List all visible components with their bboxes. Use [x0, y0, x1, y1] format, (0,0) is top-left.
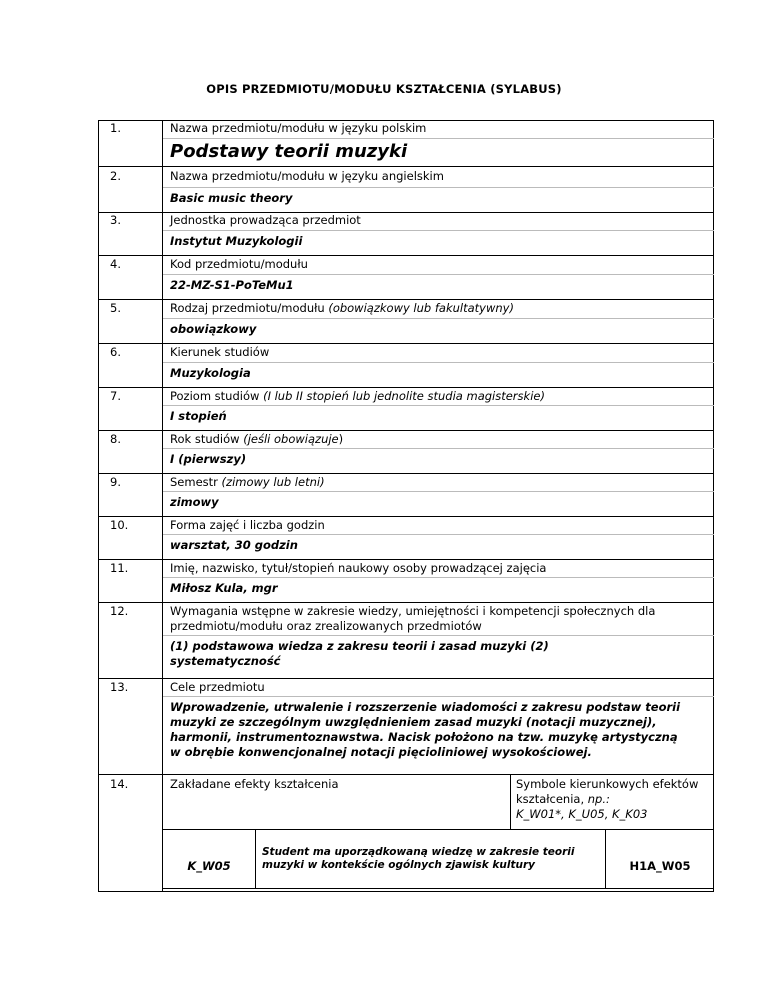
field-label: Imię, nazwisko, tytuł/stopień naukowy osoby prowadzącej zajęcia	[170, 561, 547, 575]
row-number: 11.	[110, 561, 129, 575]
field-label-note: (I lub II stopień lub jednolite studia magisterskie)	[263, 389, 545, 403]
field-label: Wymagania wstępne w zakresie wiedzy, umiejętności i kompetencji społecznych dla przedmiotu/modułu oraz zrealizowanych przedmiotów	[170, 604, 656, 633]
label-separator	[163, 448, 714, 449]
class-form-hours: warsztat, 30 godzin	[170, 538, 298, 552]
course-objectives: Wprowadzenie, utrwalenie i rozszerzenie wiadomości z zakresu podstaw teorii muzyki ze szczególnym uwzględnieniem zasad muzyki (notacji muzycznej), harmonii, instrumentoznawstwa. Nacisk położono na tzw. muzykę artystyczną w obrębie konwencjonalnej notacji pięcioliniowej wysokościowej.	[170, 700, 681, 759]
course-name-en: Basic music theory	[170, 191, 293, 205]
field-of-study: Muzykologia	[170, 366, 251, 380]
field-label-note: (obowiązkowy lub fakultatywny)	[328, 301, 514, 315]
field-label	[170, 432, 708, 447]
semester: zimowy	[170, 495, 219, 509]
row-separator	[98, 774, 714, 775]
field-label: Jednostka prowadząca przedmiot	[170, 213, 361, 227]
row-separator	[98, 430, 714, 431]
course-type: obowiązkowy	[170, 322, 257, 336]
label-separator	[163, 318, 714, 319]
course-name-pl: Podstawy teorii muzyki	[170, 141, 408, 162]
symbols-label-text: Symbole kierunkowych efektów kształcenia,	[516, 777, 699, 806]
row-number: 2.	[110, 169, 121, 183]
symbols-label	[516, 777, 708, 822]
column-divider	[162, 120, 163, 892]
field-label: Nazwa przedmiotu/modułu w języku angielskim	[170, 169, 444, 183]
row-number: 4.	[110, 257, 121, 271]
row-number: 12.	[110, 604, 129, 618]
unit-value: Instytut Muzykologii	[170, 234, 303, 248]
field-label-text: Semestr	[170, 475, 218, 489]
row-separator	[98, 387, 714, 388]
row-number: 3.	[110, 213, 121, 227]
label-separator	[163, 491, 714, 492]
row-number: 5.	[110, 301, 121, 315]
field-label: Zakładane efekty kształcenia	[170, 777, 339, 791]
row-separator	[98, 299, 714, 300]
course-code: 22-MZ-S1-PoTeMu1	[170, 278, 294, 292]
row-separator	[98, 473, 714, 474]
field-label-text: Rok studiów	[170, 432, 240, 446]
document-title: OPIS PRZEDMIOTU/MODUŁU KSZTAŁCENIA (SYLABUS)	[206, 82, 562, 96]
field-label-note: (jeśli obowiązuje	[243, 432, 339, 446]
field-label: Forma zajęć i liczba godzin	[170, 518, 325, 532]
row-separator	[98, 166, 714, 167]
field-label-tail: )	[338, 432, 344, 446]
label-separator	[163, 405, 714, 406]
label-separator	[163, 362, 714, 363]
field-label: Nazwa przedmiotu/modułu w języku polskim	[170, 121, 427, 135]
field-label-text: Rodzaj przedmiotu/modułu	[170, 301, 325, 315]
label-separator	[163, 274, 714, 275]
row-number: 1.	[110, 121, 121, 135]
study-year: I (pierwszy)	[170, 452, 247, 466]
symbols-note: np.:	[587, 792, 610, 806]
outcome-code: K_W05	[187, 859, 231, 873]
outcome-symbol: H1A_W05	[629, 859, 691, 873]
row-number: 6.	[110, 345, 121, 359]
label-separator	[163, 138, 714, 139]
row-number: 8.	[110, 432, 121, 446]
row-separator	[98, 255, 714, 256]
prerequisites: (1) podstawowa wiedza z zakresu teorii i zasad muzyki (2) systematyczność	[170, 639, 549, 668]
field-label: Kod przedmiotu/modułu	[170, 257, 308, 271]
row-separator	[98, 343, 714, 344]
row-separator	[98, 602, 714, 603]
outcome-col-divider	[255, 829, 256, 889]
field-label-note: (zimowy lub letni)	[221, 475, 325, 489]
label-separator	[163, 230, 714, 231]
symbols-example: K_W01*, K_U05, K_K03	[516, 807, 648, 821]
study-level: I stopień	[170, 409, 227, 423]
outcome-table-bottom	[163, 888, 714, 889]
label-separator	[163, 635, 714, 636]
label-separator	[163, 187, 714, 188]
row-separator	[98, 678, 714, 679]
row-number: 14.	[110, 777, 129, 791]
label-separator	[163, 534, 714, 535]
field-label: Kierunek studiów	[170, 345, 270, 359]
field-label: Cele przedmiotu	[170, 680, 265, 694]
row-number: 7.	[110, 389, 121, 403]
instructor: Miłosz Kula, mgr	[170, 581, 278, 595]
outcome-description: Student ma uporządkowaną wiedzę w zakresie teorii muzyki w kontekście ogólnych zjawisk kultury	[262, 846, 575, 871]
row-number: 13.	[110, 680, 129, 694]
field-label	[170, 301, 708, 316]
field-label	[170, 475, 708, 490]
symbols-divider	[510, 775, 511, 829]
row-separator	[98, 559, 714, 560]
row-number: 10.	[110, 518, 129, 532]
field-label-text: Poziom studiów	[170, 389, 260, 403]
label-separator	[163, 577, 714, 578]
outcome-table-top	[163, 829, 714, 830]
field-label	[170, 389, 708, 404]
label-separator	[163, 696, 714, 697]
row-number: 9.	[110, 475, 121, 489]
row-separator	[98, 516, 714, 517]
